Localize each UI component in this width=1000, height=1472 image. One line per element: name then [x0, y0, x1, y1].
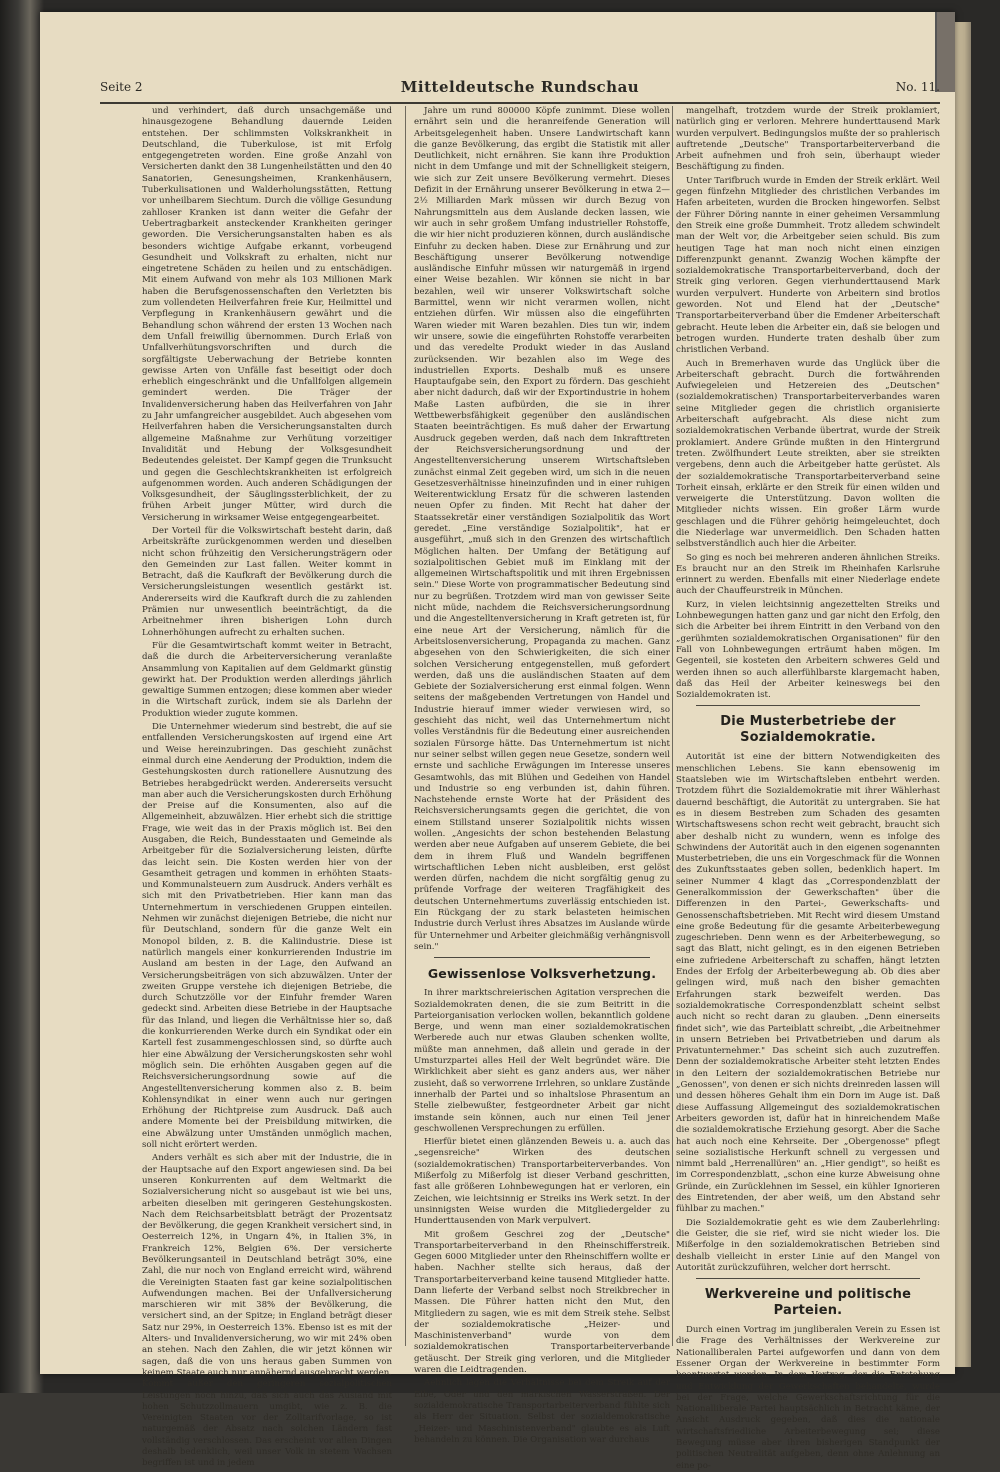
section-divider	[696, 705, 920, 706]
paragraph: Unter Tarifbruch wurde in Emden der Streik erklärt. Weil gegen fünfzehn Mitglieder des christlichen Verbandes im Hafen arbeiteten, wurden die Brocken hingeworfen. Selbst der Führer Döring nannte in einer geheimen Versammlung den Streik eine große Dummheit. Trotz alledem schwindelt man der Welt vor, die Arbeitgeber seien schuld. Bis zum heutigen Tage hat man noch nicht einen einzigen Differenzpunkt genannt. Zwanzig Wochen kämpfte der sozialdemokratische Transportarbeiterverband, doch der Streik ging verloren. Gegen vierhunderttausend Mark wurden verpulvert. Hunderte von Arbeitern sind brotlos geworden. Not und Elend hat der „Deutsche" Transportarbeiterverband über die Emdener Arbeiterschaft gebracht. Heute leben die Arbeiter ein, daß sie belogen und betrogen wurden. Hunderte traten deshalb über zum christlichen Verband.	[676, 175, 940, 356]
article-headline: Gewissenlose Volksverhetzung.	[427, 966, 657, 982]
page-number: Seite 2	[100, 80, 143, 94]
column-3	[676, 106, 940, 1471]
paragraph: Der Vorteil für die Volkswirtschaft besteht darin, daß Arbeitskräfte zurückgenommen werden und dieselben nicht schon frühzeitig den Versicherungsträgern oder den Gemeinden zur Last fallen. Weiter kommt in Betracht, daß die Kaufkraft der Bevölkerung durch die Versicherungsleistungen wesentlich gestärkt ist. Andererseits wird die Kaufkraft durch die zu zahlenden Prämien nur unwesentlich beeinträchtigt, da die Arbeitnehmer ihren bisherigen Lohn durch Lohnerhöhungen aufrecht zu erhalten suchen.	[142, 525, 392, 638]
paragraph: So ging es noch bei mehreren anderen ähnlichen Streiks. Es braucht nur an den Streik im Rheinhafen Karlsruhe erinnert zu werden. Ebenfalls mit einer Niederlage endete auch der Chauffeurstreik in München.	[676, 552, 940, 597]
paragraph: Die Sozialdemokratie geht es wie dem Zauberlehrling: die Geister, die sie rief, wird sie nicht wieder los. Die Mißerfolge in den sozialdemokratischen Betrieben sind deshalb vielleicht in erster Linie auf den Mangel von Autorität zurückzuführen, welcher dort herrscht.	[676, 1217, 940, 1273]
paragraph: Durch einen Vortrag im jungliberalen Verein zu Essen ist die Frage des Verhältnisses der Werkvereine zur Nationalliberalen Partei aufgeworfen und dann von dem Essener Organ der Werkvereine in bestimmter Form beantwortet worden. In dem Vortrag, der die Entstehung und Entwicklung der Gewerkschaften behandelte, wurde bei der Frage, welche Gewerkschaftsrichtung für die Nationalliberale Partei hauptsächlich in Betracht käme, der Ansicht Ausdruck gegeben, daß dies die nationale wirtschaftsfriedliche Arbeiterbewegung sei; diese Bewegung müsse aber ihren bisherigen Standpunkt der politischen Neutralität aufgeben, denn ohne Anlehnung an eine po-	[676, 1325, 940, 1471]
paragraph: Mit großem Geschrei zog der „Deutsche" Transportarbeiterverband in den Rheinschifferstreik. Gegen 6000 Mitglieder unter den Rheinschiffern wollte er haben. Nachher stellte sich heraus, daß der Transportarbeiterverband keine tausend Mitglieder hatte. Dann lieferte der Verband selbst noch Streikbrecher in Massen. Die Führer hatten nicht den Mut, den Mitgliedern zu sagen, wie es mit dem Streik stehe. Selbst der sozialdemokratische „Heizer- und Maschinistenverband" wurde von dem sozialdemokratischen Transportarbeiterverbande getäuscht. Der Streik ging verloren, und die Mitglieder waren die Leidtragenden.	[414, 1229, 670, 1376]
page-header	[100, 80, 940, 104]
column-2	[414, 106, 671, 1445]
issue-number: No. 11.	[895, 80, 940, 94]
column-1	[142, 106, 392, 1469]
article-headline: Die Musterbetriebe der Sozialdemokratie.	[720, 714, 896, 746]
article-headline: Werkvereine und politische Parteien.	[704, 1287, 912, 1319]
paragraph: In ihrer marktschreierischen Agitation versprechen die Sozialdemokraten denen, die sie zum Beitritt in die Parteiorganisation verlocken wollen, bekanntlich goldene Berge, und wenn man einer sozialdemokratischen Werberede auch nur etwas Glauben schenken wollte, müßte man annehmen, daß allein und gerade in der Umsturzpartei alles Heil der Welt begründet wäre. Die Wirklichkeit aber sieht es ganz anders aus, wer näher zusieht, daß so verworrene Irrlehren, so unklare Zustände innerhalb der Partei und so inhaltslose Phrasentum an Stelle zielbewußter, festgeordneter Arbeit gar nicht imstande sein können, auch nur einen Teil jener geschwollenen Versprechungen zu erfüllen.	[414, 988, 670, 1134]
column-rule-1	[405, 106, 406, 1346]
paragraph: Für die Gesamtwirtschaft kommt weiter in Betracht, daß die durch die Arbeiterversicherung veranlaßte Ansammlung von Kapitalien auf dem Geldmarkt günstig gewirkt hat. Der Produktion werden allerdings jährlich gewaltige Summen entzogen; diese kommen aber wieder in die Wirtschaft zurück, indem sie als Darlehn der Produktion wieder zugute kommen.	[142, 640, 392, 719]
paragraph: Die Unternehmer wiederum sind bestrebt, die auf sie entfallenden Versicherungskosten auf irgend eine Art und Weise hereinzubringen. Das geschieht zunächst einmal durch eine Aenderung der Produktion, indem die Gestehungskosten durch rationellere Ausnutzung des Betriebes herabgedrückt werden. Andererseits versucht man aber auch die Versicherungskosten durch Erhöhung der Preise auf die Konsumenten, also auf die Allgemeinheit, abzuwälzen. Hier erhebt sich die strittige Frage, wie weit das in der Praxis möglich ist. Bei den Ausgaben, die Reich, Bundesstaaten und Gemeinde als Arbeitgeber für die Sozialversicherung leisten, dürfte das leicht sein. Die Kosten werden hier von der Gesamtheit getragen und kommen in erhöhten Staats- und Kommunalsteuern zum Ausdruck. Anders verhält es sich mit den Privatbetrieben. Hier kann man das Unternehmertum in verschiedenen Gruppen einteilen. Nehmen wir zunächst diejenigen Betriebe, die nicht nur für Deutschland, sondern für die ganze Welt ein Monopol bilden, z. B. die Kaliindustrie. Diese ist natürlich mangels einer konkurrierenden Industrie im Ausland am besten in der Lage, den Aufwand an Versicherungsbeiträgen von sich abzuwälzen. Unter der zweiten Gruppe verstehe ich diejenigen Betriebe, die durch Schutzzölle vor der Einfuhr fremder Waren gedeckt sind. Arbeiten diese Betriebe in der Hauptsache für das Inland, und liegen die Verhältnisse hier so, daß die konkurrierenden Werke durch ein Syndikat oder ein Kartell fest zusammengeschlossen sind, so dürfte auch hier eine Abwälzung der Versicherungskosten sehr wohl möglich sein. Die erhöhten Ausgaben gegen auf die Reichsversicherungsordnung sowie auf die Angestelltenversicherung kommen also z. B. beim Kohlensyndikat in einer wenn auch nur geringen Erhöhung der Richtpreise zum Ausdruck. Daß auch andere Momente bei der Preisbildung mitwirken, die eine Abwälzung unter Umständen unmöglich machen, soll nicht erörtert werden.	[142, 722, 392, 1151]
paragraph: Aehnlich lagen die Verhältnisse bei dem Streik auf der Elbe, Oder und den märkischen Wasserstraßen. Der sozialdemokratische Transportarbeiterverband fühlte sich als Herr der Situation. Selbst der sozialdemokratische „Heizer- und Maschinistenverband" glaubte es als Luft behandeln zu können. Die Organisation war durchaus	[414, 1378, 670, 1445]
paragraph: Jahre um rund 800000 Köpfe zunimmt. Diese wollen ernährt sein und die heranreifende Generation will Arbeitsgelegenheit haben. Unsere Landwirtschaft kann die ganze Bevölkerung, das ergibt die Statistik mit aller Deutlichkeit, nicht ernähren. Sie kann ihre Produktion nicht in dem Umfange und mit der Schnelligkeit steigern, wie sich zur Zeit unsere Bevölkerung vermehrt. Dieses Defizit in der Ernährung unserer Bevölkerung in etwa 2—2½ Milliarden Mark müssen wir durch Bezug von Nahrungsmitteln aus dem Auslande decken lassen, wie wir auch in sehr großem Umfang industrieller Rohstoffe, die wir hier nicht produzieren können, durch ausländische Einfuhr zu decken haben. Diese zur Ernährung und zur Beschäftigung unserer Bevölkerung notwendige ausländische Einfuhr müssen wir naturgemäß in irgend einer Weise bezahlen. Wir können sie nicht in bar bezahlen, weil wir unserer Volkswirtschaft solche Barmittel, wenn wir nicht verarmen wollen, nicht entziehen dürfen. Wir müssen also die eingeführten Waren wieder mit Waren bezahlen. Dies tun wir, indem wir unsere, sowie die eingeführten Rohstoffe verarbeiten und das veredelte Produkt wieder in das Ausland zurücksenden. Wir bezahlen also im Wege des industriellen Exports. Deshalb muß es unsere Hauptaufgabe sein, den Export zu fördern. Das geschieht aber nicht dadurch, daß wir der Exportindustrie in hohem Maße Lasten aufbürden, die sie in ihrer Wettbewerbsfähigkeit gegenüber den ausländischen Staaten beeinträchtigen. Es muß daher der Erwartung Ausdruck gegeben werden, daß nach dem Inkrafttreten der Reichsversicherungsordnung und der Angestelltenversicherung unserem Wirtschaftsleben zunächst einmal Zeit gegeben wird, um sich in die neuen Gesetzesverhältnisse hineinzufinden und in einer ruhigen Weiterentwicklung Ersatz für die schweren lastenden neuen Opfer zu finden. Mit Recht hat daher der Staatssekretär einer verständigen Sozialpolitik das Wort geredet. „Eine verständige Sozialpolitik", hat er ausgeführt, „muß sich in den Grenzen des wirtschaftlich Möglichen halten. Der Umfang der Betätigung auf sozialpolitischen Gebiet muß im Einklang mit der allgemeinen Wirtschaftspolitik und mit ihren Ergebnissen sein." Diese Worte von programmatischer Bedeutung sind nur zu begrüßen. Trotzdem wird man von gewisser Seite nicht müde, nachdem die Reichsversicherungsordnung und die Angestelltenversicherung in Kraft getreten ist, für eine neue Art der Versicherung, nämlich für die Arbeitslosenversicherung, Propaganda zu machen. Ganz abgesehen von den Schwierigkeiten, die sich einer solchen Versicherung entgegenstellen, muß gefordert werden, daß uns die ausländischen Staaten auf dem Gebiete der Sozialversicherung erst einmal folgen. Wenn seitens der maßgebenden Vertretungen von Handel und Industrie hierauf immer wieder verwiesen wird, so geschieht das nicht, weil das Unternehmertum nicht volles Verständnis für die Bedeutung einer ausreichenden sozialen Fürsorge hätte. Das Unternehmertum ist nicht nur seiner selbst willen gegen neue Gesetze, sondern weil ernste und sachliche Erwägungen im Interesse unseres Gesamtwohls, das mit Blühen und Gedeihen von Handel und Industrie so eng verbunden ist, dahin führen. Nachstehende ernste Worte hat der Präsident des Reichsversicherungsamts gegen die gerichtet, die von einem Stillstand unserer Sozialpolitik nichts wissen wollen. „Angesichts der schon bestehenden Belastung werden aber neue Aufgaben auf unserem Gebiete, die bei dem in ihrem Fluß und Wandeln begriffenen wirtschaftlichen Leben nicht ausbleiben, erst gelöst werden dürfen, nachdem die nicht sorgfältig genug zu prüfende Vorfrage der weiteren Tragfähigkeit des deutschen Unternehmertums zuverlässig entschieden ist. Ein Rückgang der zu stark belasteten heimischen Industrie durch Verlust ihres Absatzes im Auslande würde für Unternehmer und Arbeiter gleichmäßig verhängnisvoll sein."	[414, 106, 671, 952]
paragraph: Autorität ist eine der bittern Notwendigkeiten des menschlichen Lebens. Sie kann ebensowenig im Staatsleben wie im Wirtschaftsleben entbehrt werden. Trotzdem führt die Sozialdemokratie mit ihrer Wählerhast dauernd beschäftigt, die Autorität zu untergraben. Sie hat es in diesem Bestreben zum Schaden des gesamten Wirtschaftswesens schon recht weit gebracht, braucht sich aber deshalb nicht zu wundern, wenn es infolge des Schwindens der Autorität auch in den eigenen sogenannten Musterbetrieben, die uns ein Vorgeschmack für die Wonnen des Zukunftsstaates geben sollen, bedenklich hapert. Im seiner Nummer 4 klagt das „Correspondenzblatt der Generalkommission der Gewerkschaften" über die Differenzen in den Partei-, Gewerkschafts- und Genossenschaftsbetrieben. Mit Recht wird diesem Umstand eine große Bedeutung für die gesamte Arbeiterbewegung zugeschrieben. Denn wenn es der Arbeiterbewegung, so sagt das Blatt, nicht gelingt, es in den eigenen Betrieben eine zufriedene Arbeiterschaft zu schaffen, hängt letzten Endes der Erfolg der Arbeiterbewegung ab. Ob dies aber gelingen wird, muß nach den bisher gemachten Erfahrungen stark bezweifelt werden. Das sozialdemokratische Correspondenzblatt scheint selbst auch nicht so recht daran zu glauben. „Denn einerseits findet sich", wie das Parteiblatt schreibt, „die Arbeitnehmer in unsern Betrieben bei Privatbetrieben und darum als Privatunternehmer." Das scheint sich auch zuzutreffen. Denn der sozialdemokratische Arbeiter steht letzten Endes in den Leitern der sozialdemokratischen Betriebe nur „Genossen", von denen er sich nichts dreinreden lassen will und dessen höheres Gehalt ihm ein Dorn im Auge ist. Daß diese Auffassung Allgemeingut des sozialdemokratischen Arbeiters geworden ist, dafür hat in hinreichendem Maße die sozialdemokratische Erziehung gesorgt. Aber die Sache hat auch noch eine Kehrseite. Der „Obergenosse" pflegt seine sozialistische Herkunft schnell zu vergessen und nimmt bald „Herrenallüren" an. „Hier gendigt", so heißt es im Correspondenzblatt, „schon eine kurze Abweisung ohne Gründe, ein Zurücklehnen im Sessel, ein kühler Ignorieren des Eintretenden, der aber weiß, um den Abstand sehr fühlbar zu machen."	[676, 752, 940, 1215]
column-rule-2	[672, 106, 673, 1346]
section-divider	[434, 957, 650, 958]
newspaper-title: Mitteldeutsche Rundschau	[400, 78, 640, 96]
paragraph: und verhindert, daß durch unsachgemäße und hinausgezogene Behandlung dauernde Leiden entstehen. Der schlimmsten Volkskrankheit in Deutschland, die Tuberkulose, ist mit Erfolg entgegengetreten worden. Eine große Anzahl von Versicherten dankt den 38 Lungenheilstätten und den 40 Sanatorien, Genesungsheimen, Krankenhäusern, Tuberkulisationen und Walderholungsstätten, Rettung vor unheilbarem Siechtum. Durch die völlige Gesundung zahlloser Kranken ist dann weiter die Gefahr der Uebertragbarkeit ansteckender Krankheiten geringer geworden. Die Versicherungsanstalten haben es als besonders wichtige Aufgabe erkannt, vorbeugend Gesundheit und Volkskraft zu erhalten, nicht nur eingetretene Schäden zu heilen und zu entschädigen. Mit einem Aufwand von mehr als 103 Millionen Mark haben die Berufsgenossenschaften den Verletzten bis zum vollendeten Heilverfahren freie Kur, Heilmittel und Verpflegung in Krankenhäusern gewährt und die Behandlung schon während der ersten 13 Wochen nach dem Unfall freiwillig übernommen. Durch Erlaß von Unfallverhütungsvorschriften und durch die sorgfältigste Ueberwachung der Betriebe konnten gewisse Arten von Unfälle fast beseitigt oder doch erheblich eingeschränkt und die Unfallfolgen allgemein gemindert werden. Die Träger der Invalidenversicherung haben das Heilverfahren von Jahr zu Jahr umfangreicher ausgebildet. Auch abgesehen vom Heilverfahren haben die Versicherungsanstalten durch allgemeine Maßnahme zur Verhütung vorzeitiger Invalidität und Hebung der Volksgesundheit Bedeutendes geleistet. Der Kampf gegen die Trunksucht und gegen die Geschlechtskrankheiten ist erfolgreich aufgenommen worden. Auch anderen Schädigungen der Volksgesundheit, der Säuglingssterblichkeit, der zu frühen Arbeit junger Mütter, wird durch die Versicherung in wirksamer Weise entgegengearbeitet.	[142, 106, 392, 523]
paragraph: Anders verhält es sich aber mit der Industrie, die in der Hauptsache auf den Export angewiesen sind. Da bei unseren Konkurrenten auf dem Weltmarkt die Sozialversicherung nicht so ausgebaut ist wie bei uns, arbeiten dieselben mit geringeren Gestehungskosten. Nach dem Reichsarbeitsblatt beträgt der Prozentsatz der Bevölkerung, die gegen Krankheit versichert sind, in Oesterreich 12%, in Ungarn 4%, in Italien 3%, in Frankreich 12%, Belgien 6%. Der versicherte Bevölkerungsanteil in Deutschland beträgt 30%, eine Zahl, die nur noch von England erreicht wird, während die Vereinigten Staaten fast gar keine sozialpolitischen Aufwendungen machen. Bei der Unfallversicherung marschieren wir mit 38% der Bevölkerung, die versichert sind, an der Spitze; in England beträgt dieser Satz nur 29%, in Oesterreich 13%. Ebenso ist es mit der Alters- und Invalidenversicherung, wo wir mit 24% oben an stehen. Nach den Zahlen, die wir jetzt können wir sagen, daß die von uns heraus gaben Summen von keinem Staate auch nur annähernd ausgebracht werden. Kommt außer den geringeren sozialpolitischen Leistungen noch hinzu, daß sich auch das Ausland mit hohen Schutzzollmauern umgibt, wie z. B. die Vereinigten Staaten vor der Zolltarifvorlage, so ist naturgemäß der Absatz nach solchen Ländern fast vollständig verschlossen. Das erscheint vor allen Dingen deshalb bedenklich, weil unser Volk in stetem Wachsen begriffen ist und in jedem	[142, 1153, 392, 1469]
paragraph: Kurz, in vielen leichtsinnig angezettelten Streiks und Lohnbewegungen hatten ganz und gar nicht den Erfolg, den sich die Arbeiter bei ihrem Eintritt in den Verband von den „gerühmten sozialdemokratischen Organisationen" für den Fall von Lohnbewegungen erträumt haben mögen. Im Gegenteil, sie kosteten den Arbeitern schweres Geld und werden ihnen so auch allerfühlbarste klargemacht haben, daß das Heil der Arbeiter keineswegs bei den Sozialdemokraten ist.	[676, 599, 940, 701]
paragraph: Hierfür bietet einen glänzenden Beweis u. a. auch das „segensreiche" Wirken des deutschen (sozialdemokratischen) Transportarbeiterverbandes. Von Mißerfolg zu Mißerfolg ist dieser Verband geschritten, fast alle größeren Lohnbewegungen hat er verloren, ein Zeichen, wie leichtsinnig er Streiks ins Werk setzt. In der unsinnigsten Weise wurden die Mitgliedergelder zu Hunderttausenden von Mark verpulvert.	[414, 1137, 670, 1227]
paragraph: Auch in Bremerhaven wurde das Unglück über die Arbeiterschaft gebracht. Durch die fortwährenden Aufwiegeleien und Hetzereien des „Deutschen" (sozialdemokratischen) Transportarbeiterverbandes waren seine Mitglieder gegen die christlich organisierte Arbeiterschaft aufgebracht. Als diese nicht zum sozialdemokratischen Verbande übertrat, wurde der Streik proklamiert. Andere Gründe mußten in den Hintergrund treten. Zwölfhundert Leute streikten, aber sie streikten vergebens, denn auch die Arbeitgeber hatte gerüstet. Als der sozialdemokratische Transportarbeiterverband seine Torheit einsah, erklärte er den Streik für einen wilden und verweigerte die Unterstützung. Davon wollten die Mitglieder nichts wissen. Ein großer Lärm wurde geschlagen und die Führer gehörig heimgeleuchtet, doch die Niederlage war unvermeidlich. Den Schaden hatten selbstverständlich auch hier die Arbeiter.	[676, 358, 940, 550]
paragraph: mangelhaft, trotzdem wurde der Streik proklamiert, natürlich ging er verloren. Mehrere hunderttausend Mark wurden verpulvert. Bedingungslos mußte der so prahlerisch auftretende „Deutsche" Transportarbeiterverband die Arbeit aufnehmen und froh sein, überhaupt wieder Beschäftigung zu finden.	[676, 106, 940, 173]
page-edge	[955, 22, 971, 1367]
section-divider	[696, 1278, 920, 1279]
